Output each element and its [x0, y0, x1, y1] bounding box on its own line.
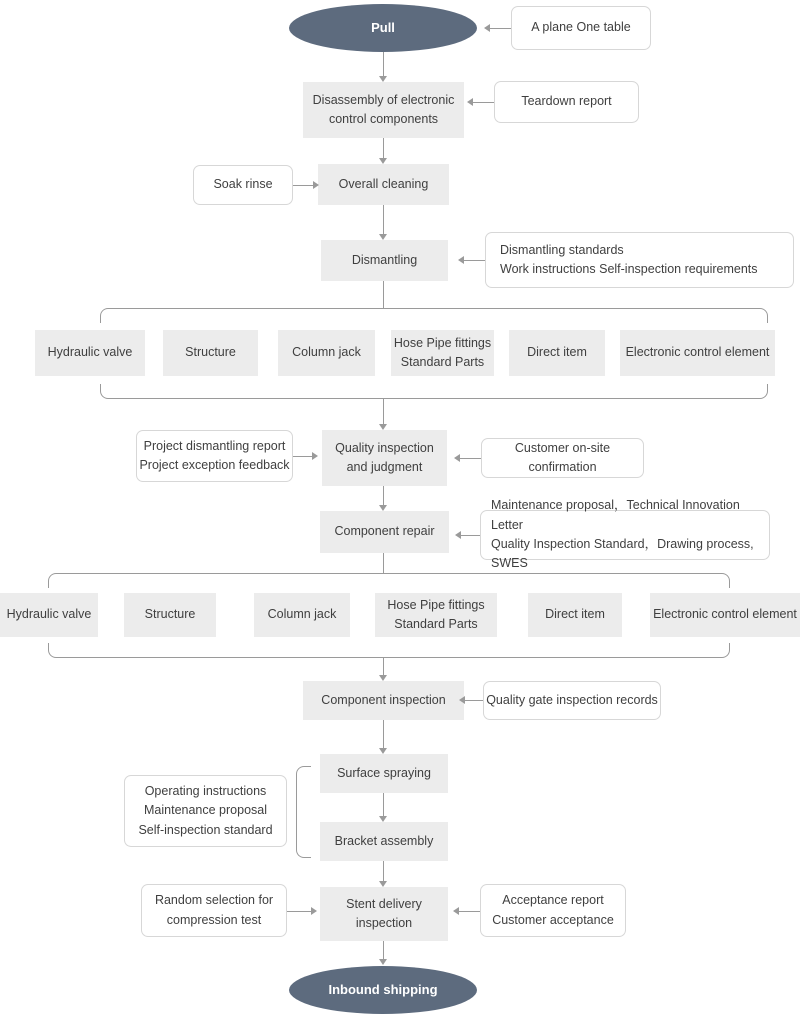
group-bottom-item-direct-item: [528, 593, 622, 637]
brace-group-top: [100, 308, 768, 323]
step-disassembly-line2: control components: [328, 112, 439, 126]
arrow-repair-docs: [455, 531, 461, 539]
note-repair-docs-line1: Maintenance proposal，Technical Innovation Letter: [491, 498, 740, 532]
group-top-item-hydraulic-valve-label: Hydraulic valve: [47, 345, 133, 360]
connector-stent-to-end: [383, 941, 384, 959]
group-bottom-item-structure-label: Structure: [144, 607, 196, 622]
arrow-stent-to-end: [379, 959, 387, 965]
group-top-item-electronic-control-label: Electronic control element: [625, 345, 770, 360]
note-quality-gate: [483, 681, 661, 720]
note-plane-one-table-label: A plane One table: [531, 20, 631, 35]
brace-group-bottom-top: [48, 573, 730, 588]
connector-start-to-disassembly: [383, 52, 384, 76]
arrow-project-report: [312, 452, 318, 460]
note-random-selection: [141, 884, 287, 937]
note-soak-rinse-label: Soak rinse: [213, 177, 273, 192]
step-component-repair-label: Component repair: [334, 524, 435, 539]
arrow-dismantling-standards: [458, 256, 464, 264]
note-dismantling-standards: [485, 232, 794, 288]
connector-project-report: [293, 456, 312, 457]
step-dismantling: [321, 240, 448, 281]
arrow-soak-rinse: [313, 181, 319, 189]
note-acceptance: [480, 884, 626, 937]
connector-acceptance: [458, 911, 480, 912]
group-top-item-structure: [163, 330, 258, 376]
connector-plane-table: [489, 28, 511, 29]
group-bottom-item-hydraulic-valve: [0, 593, 98, 637]
group-bottom-item-column-jack: [254, 593, 350, 637]
arrow-teardown-report: [467, 98, 473, 106]
connector-quality-gate: [464, 700, 483, 701]
step-component-inspection: [303, 681, 464, 720]
step-stent-delivery-inspection: [320, 887, 448, 941]
group-top-item-direct-item: [509, 330, 605, 376]
group-top-item-hydraulic-valve: [35, 330, 145, 376]
note-spray-docs-line2: Maintenance proposal: [144, 803, 267, 818]
step-overall-cleaning: [318, 164, 449, 205]
step-dismantling-label: Dismantling: [351, 252, 418, 267]
note-project-report: [136, 430, 293, 482]
group-bottom-item-hydraulic-valve-label: Hydraulic valve: [6, 607, 92, 622]
connector-bracket-to-stent: [383, 861, 384, 881]
step-quality-inspection: [322, 430, 447, 486]
note-plane-one-table: [511, 6, 651, 50]
connector-inspection-to-spraying: [383, 720, 384, 748]
start-terminal: [289, 4, 477, 52]
arrow-plane-table: [484, 24, 490, 32]
step-component-repair: [320, 511, 449, 553]
group-top-item-hose-pipe-line2: Standard Parts: [400, 355, 485, 369]
group-top-item-hose-pipe: [391, 330, 494, 376]
brace-group-bottom-bottom: [48, 643, 730, 658]
note-teardown-report-label: Teardown report: [521, 94, 612, 109]
connector-disassembly-to-cleaning: [383, 138, 384, 158]
end-terminal-label: Inbound shipping: [328, 981, 438, 997]
step-disassembly-line1: Disassembly of electronic: [312, 92, 455, 107]
step-bracket-assembly: [320, 822, 448, 861]
step-quality-inspection-line2: and judgment: [346, 460, 423, 474]
step-disassembly: [303, 82, 464, 138]
group-bottom-item-hose-pipe-line1: Hose Pipe fittings: [387, 597, 485, 612]
step-overall-cleaning-label: Overall cleaning: [338, 176, 429, 191]
note-dismantling-standards-line1: Dismantling standards: [500, 242, 624, 257]
note-dismantling-standards-line2: Work instructions Self-inspection requirements: [500, 262, 758, 276]
group-bottom-item-hose-pipe-line2: Standard Parts: [394, 617, 478, 631]
group-bottom-item-column-jack-label: Column jack: [267, 607, 337, 622]
connector-spraying-to-bracket: [383, 793, 384, 816]
group-top-item-structure-label: Structure: [185, 345, 236, 360]
step-component-inspection-label: Component inspection: [321, 692, 446, 707]
step-surface-spraying: [320, 754, 448, 793]
note-spray-docs-line1: Operating instructions: [144, 783, 267, 798]
arrow-acceptance: [453, 907, 459, 915]
connector-teardown-report: [472, 102, 494, 103]
note-customer-onsite-label: Customer on-site confirmation: [514, 440, 611, 474]
connector-soak-rinse: [293, 185, 313, 186]
note-customer-onsite: [481, 438, 644, 478]
note-repair-docs: [480, 498, 770, 571]
group-bottom-item-structure: [124, 593, 216, 637]
note-acceptance-line1: Acceptance report: [502, 893, 604, 908]
step-stent-delivery-line1: Stent delivery: [346, 896, 422, 911]
group-top-item-direct-item-label: Direct item: [527, 345, 587, 360]
group-top-item-column-jack-label: Column jack: [292, 345, 361, 360]
connector-cleaning-to-dismantling: [383, 205, 384, 234]
note-quality-gate-label: Quality gate inspection records: [486, 692, 658, 707]
connector-group-to-quality: [383, 398, 384, 424]
step-bracket-assembly-label: Bracket assembly: [334, 833, 434, 848]
end-terminal: [289, 966, 477, 1014]
group-bottom-item-direct-item-label: Direct item: [545, 607, 605, 622]
group-bottom-item-electronic-control: [650, 593, 800, 637]
arrow-random-selection: [311, 907, 317, 915]
note-spray-docs-line3: Self-inspection standard: [138, 822, 273, 837]
group-bottom-item-electronic-control-label: Electronic control element: [653, 607, 797, 622]
connector-repair-to-group2: [383, 553, 384, 573]
note-project-report-line1: Project dismantling report: [143, 438, 286, 453]
note-acceptance-line2: Customer acceptance: [492, 912, 614, 927]
connector-dismantling-to-group: [383, 281, 384, 308]
brace-group-top-bottom: [100, 384, 768, 399]
note-random-selection-line1: Random selection for: [154, 893, 274, 908]
group-top-item-hose-pipe-line1: Hose Pipe fittings: [393, 335, 492, 350]
step-stent-delivery-line2: inspection: [355, 916, 413, 930]
connector-dismantling-standards: [463, 260, 485, 261]
connector-repair-docs: [460, 535, 480, 536]
step-surface-spraying-label: Surface spraying: [337, 765, 431, 780]
connector-quality-to-repair: [383, 486, 384, 505]
note-project-report-line2: Project exception feedback: [139, 458, 290, 472]
note-spray-docs: [124, 775, 287, 847]
start-terminal-label: Pull: [371, 19, 395, 35]
note-teardown-report: [494, 81, 639, 123]
note-repair-docs-line2: Quality Inspection Standard，Drawing process, SWES: [491, 537, 754, 571]
note-soak-rinse: [193, 165, 293, 205]
connector-group2-to-component-inspection: [383, 657, 384, 675]
note-random-selection-line2: compression test: [166, 912, 262, 927]
arrow-quality-gate: [459, 696, 465, 704]
group-top-item-column-jack: [278, 330, 375, 376]
step-quality-inspection-line1: Quality inspection: [335, 440, 434, 455]
brace-spray-docs: [296, 766, 311, 858]
group-top-item-electronic-control: [620, 330, 775, 376]
arrow-customer-onsite: [454, 454, 460, 462]
connector-random-selection: [287, 911, 311, 912]
group-bottom-item-hose-pipe: [375, 593, 497, 637]
connector-customer-onsite: [459, 458, 481, 459]
